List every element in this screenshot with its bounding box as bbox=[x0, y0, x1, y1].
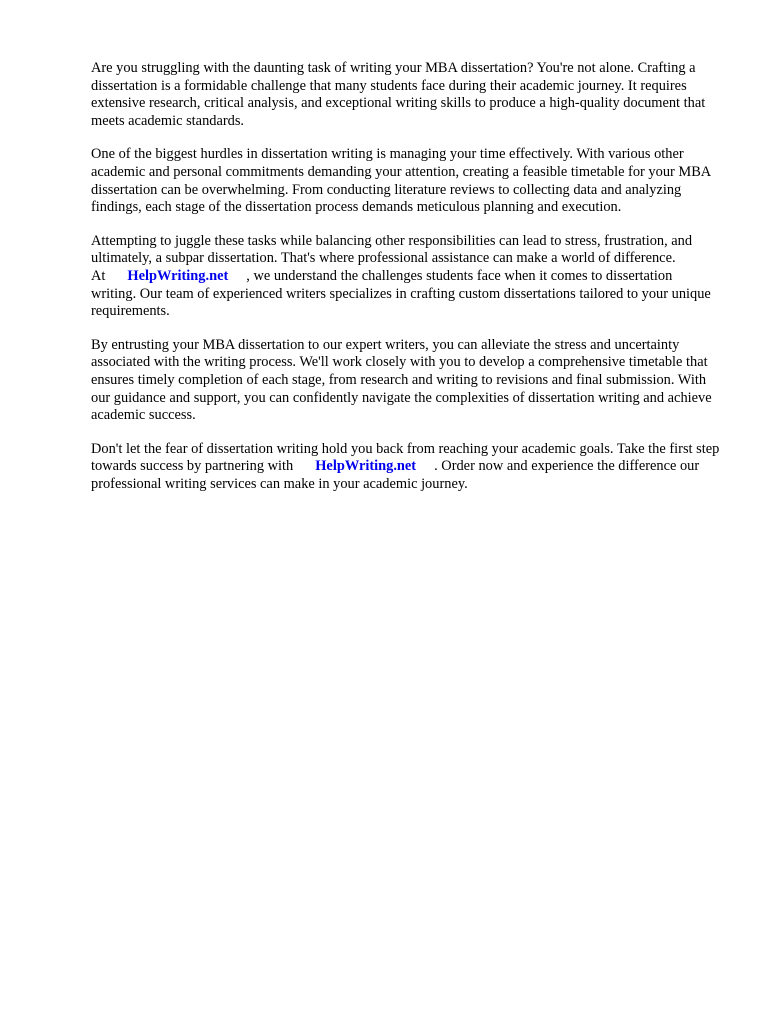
helpwriting-link[interactable]: HelpWriting.net bbox=[127, 267, 229, 284]
document-page bbox=[91, 60, 721, 509]
paragraph-text-before-link: Don't let the fear of dissertation writing hold you back from reaching your academic goals. Take the first step towards success by partnering with bbox=[91, 440, 720, 475]
paragraph-time-management bbox=[91, 146, 721, 216]
paragraph-text: By entrusting your MBA dissertation to our expert writers, you can alleviate the stress and uncertainty associated with the writing process. We'll work closely with you to develop a comprehensive timetable that ensures timely completion of each stage, from research and writing to revisions and final submission. With our guidance and support, you can confidently navigate the complexities of dissertation writing and achieve academic success. bbox=[91, 336, 712, 424]
paragraph-intro bbox=[91, 60, 721, 130]
paragraph-text-after-link: , we understand the challenges students face when it comes to dissertation writing. Our team of experienced writers specializes in crafting custom dissertations tailored to your unique requirements. bbox=[91, 267, 711, 320]
paragraph-text: One of the biggest hurdles in dissertation writing is managing your time effectively. With various other academic and personal commitments demanding your attention, creating a feasible timetable for your MBA dissertation can be overwhelming. From conducting literature reviews to collecting data and analyzing findings, each stage of the dissertation process demands meticulous planning and execution. bbox=[91, 146, 711, 216]
paragraph-text: Are you struggling with the daunting task of writing your MBA dissertation? You're not alone. Crafting a dissertation is a formidable challenge that many students face during their academic journey. It requires extensive research, critical analysis, and exceptional writing skills to produce a high-quality document that meets academic standards. bbox=[91, 60, 706, 129]
paragraph-call-to-action bbox=[91, 441, 721, 494]
helpwriting-link[interactable]: HelpWriting.net bbox=[315, 458, 417, 475]
paragraph-expert-writers bbox=[91, 337, 721, 425]
paragraph-text-before-link: Attempting to juggle these tasks while balancing other responsibilities can lead to stress, frustration, and ultimately, a subpar dissertation. That's where professional assistance can make a world of difference. At bbox=[91, 232, 693, 284]
paragraph-text-after-link: . Order now and experience the difference our professional writing services can make in your academic journey. bbox=[91, 458, 700, 492]
paragraph-professional-assistance bbox=[91, 233, 721, 321]
